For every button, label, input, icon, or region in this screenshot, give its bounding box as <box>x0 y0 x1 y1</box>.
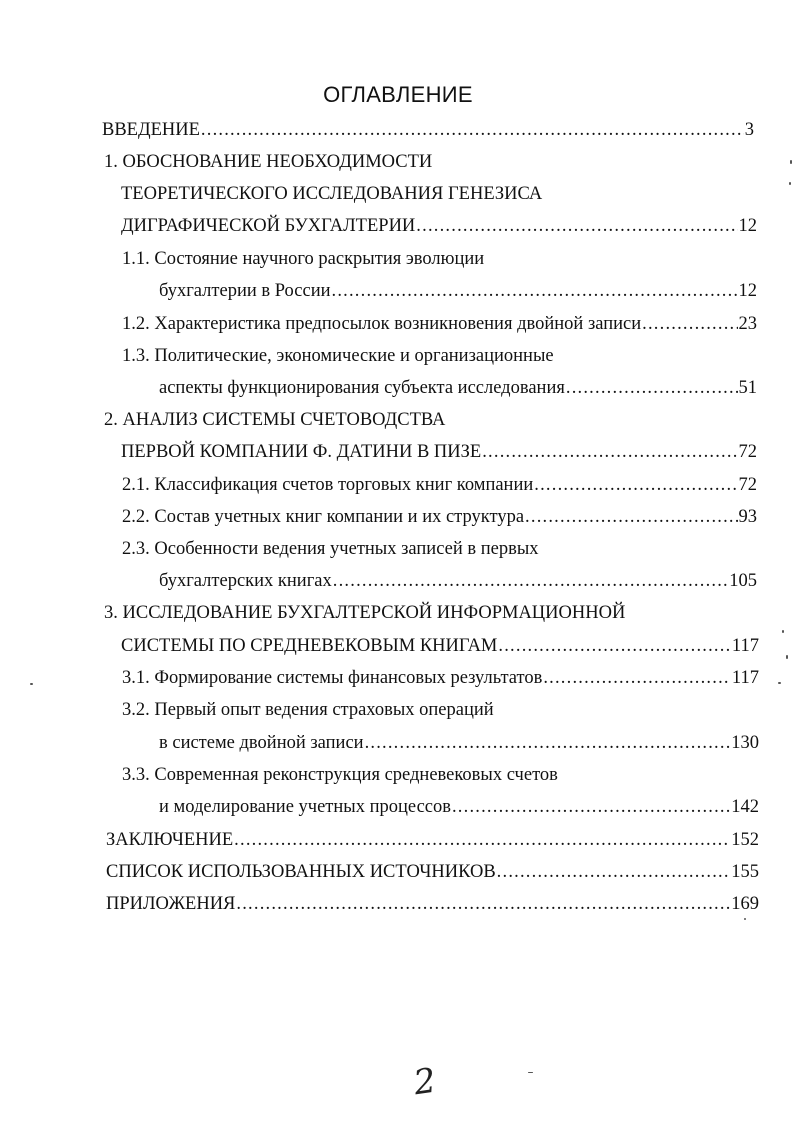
toc-page-number: 105 <box>729 571 757 591</box>
toc-page-number: 130 <box>731 733 759 753</box>
toc-entry-text: ДИГРАФИЧЕСКОЙ БУХГАЛТЕРИИ <box>121 216 416 236</box>
toc-entry-text: 1.2. Характеристика предпосылок возникновения двойной записи <box>122 314 642 334</box>
toc-chapter-3-line-2 <box>121 633 759 659</box>
toc-section-2-3-line-2 <box>159 568 757 594</box>
handwritten-page-number: 2 <box>411 1060 439 1104</box>
toc-section-2-3-line-1: 2.3. Особенности ведения учетных записей в первых <box>122 539 539 559</box>
toc-entry-references <box>106 859 759 885</box>
toc-leader-dots <box>333 568 728 594</box>
toc-section-1-3-line-1: 1.3. Политические, экономические и организационные <box>122 346 554 366</box>
toc-chapter-2-line-1: 2. АНАЛИЗ СИСТЕМЫ СЧЕТОВОДСТВА <box>104 410 446 430</box>
scan-speck <box>789 182 791 185</box>
toc-entry-text: и моделирование учетных процессов <box>159 797 451 817</box>
toc-entry-text: ПРИЛОЖЕНИЯ <box>106 894 236 914</box>
toc-entry-appendices <box>106 891 759 917</box>
toc-page-number: 3 <box>744 120 754 140</box>
toc-section-2-1 <box>122 472 757 498</box>
toc-section-3-2-line-1: 3.2. Первый опыт ведения страховых операций <box>122 700 494 720</box>
toc-entry-text: 2.1. Классификация счетов торговых книг компании <box>122 475 534 495</box>
toc-section-1-1-line-1: 1.1. Состояние научного раскрытия эволюции <box>122 249 485 269</box>
toc-page-number: 142 <box>731 797 759 817</box>
toc-entry-introduction <box>102 117 754 143</box>
scan-speck <box>790 160 792 164</box>
toc-page-number: 93 <box>738 507 757 527</box>
toc-page-number: 152 <box>731 830 759 850</box>
toc-page-number: 117 <box>731 668 759 688</box>
toc-page-number: 169 <box>731 894 759 914</box>
toc-chapter-1-line-1: 1. ОБОСНОВАНИЕ НЕОБХОДИМОСТИ <box>104 152 433 172</box>
toc-leader-dots <box>498 633 731 659</box>
toc-leader-dots <box>332 278 738 304</box>
toc-section-3-3-line-2 <box>159 794 759 820</box>
toc-page-number: 12 <box>738 281 757 301</box>
toc-page-number: 51 <box>738 378 757 398</box>
toc-entry-text: ВВЕДЕНИЕ <box>102 120 200 140</box>
toc-leader-dots <box>201 117 744 143</box>
toc-chapter-1-line-2: ТЕОРЕТИЧЕСКОГО ИССЛЕДОВАНИЯ ГЕНЕЗИСА <box>121 184 543 204</box>
toc-page-number: 72 <box>738 475 757 495</box>
toc-leader-dots <box>497 859 731 885</box>
toc-section-3-2-line-2 <box>159 730 759 756</box>
toc-entry-text: ПЕРВОЙ КОМПАНИИ Ф. ДАТИНИ В ПИЗЕ <box>121 442 482 462</box>
scan-speck <box>528 1072 533 1073</box>
toc-section-1-1-line-2 <box>159 278 757 304</box>
toc-leader-dots <box>543 665 731 691</box>
toc-leader-dots <box>482 439 737 465</box>
scan-speck <box>786 655 788 659</box>
toc-section-3-1 <box>122 665 759 691</box>
toc-page-number: 72 <box>738 442 757 462</box>
toc-leader-dots <box>534 472 737 498</box>
toc-entry-text: бухгалтерских книгах <box>159 571 332 591</box>
toc-entry-text: СИСТЕМЫ ПО СРЕДНЕВЕКОВЫМ КНИГАМ <box>121 636 498 656</box>
toc-entry-text: 3.1. Формирование системы финансовых результатов <box>122 668 543 688</box>
toc-entry-text: 2.2. Состав учетных книг компании и их структура <box>122 507 525 527</box>
toc-section-2-2 <box>122 504 757 530</box>
toc-leader-dots <box>642 311 737 337</box>
scan-speck <box>30 683 33 685</box>
toc-chapter-2-line-2 <box>121 439 757 465</box>
toc-leader-dots <box>452 794 730 820</box>
toc-leader-dots <box>365 730 731 756</box>
toc-entry-text: ЗАКЛЮЧЕНИЕ <box>106 830 234 850</box>
toc-chapter-3-line-1: 3. ИССЛЕДОВАНИЕ БУХГАЛТЕРСКОЙ ИНФОРМАЦИОННОЙ <box>104 603 626 623</box>
toc-page-number: 117 <box>731 636 759 656</box>
toc-leader-dots <box>234 827 730 853</box>
scan-speck <box>778 682 781 684</box>
toc-page-number: 23 <box>738 314 757 334</box>
toc-leader-dots <box>416 213 737 239</box>
toc-leader-dots <box>566 375 738 401</box>
toc-page-number: 155 <box>731 862 759 882</box>
toc-entry-text: СПИСОК ИСПОЛЬЗОВАННЫХ ИСТОЧНИКОВ <box>106 862 496 882</box>
toc-entry-conclusion <box>106 827 759 853</box>
toc-section-1-3-line-2 <box>159 375 757 401</box>
page-title: ОГЛАВЛЕНИЕ <box>323 82 473 107</box>
toc-leader-dots <box>525 504 737 530</box>
toc-page-number: 12 <box>738 216 757 236</box>
toc-section-1-2 <box>122 311 757 337</box>
toc-chapter-1-line-3 <box>121 213 757 239</box>
toc-leader-dots <box>236 891 730 917</box>
toc-section-3-3-line-1: 3.3. Современная реконструкция средневековых счетов <box>122 765 558 785</box>
toc-entry-text: бухгалтерии в России <box>159 281 331 301</box>
toc-entry-text: в системе двойной записи <box>159 733 364 753</box>
toc-entry-text: аспекты функционирования субъекта исследования <box>159 378 565 398</box>
scan-speck <box>744 918 746 920</box>
scan-speck <box>782 630 784 633</box>
